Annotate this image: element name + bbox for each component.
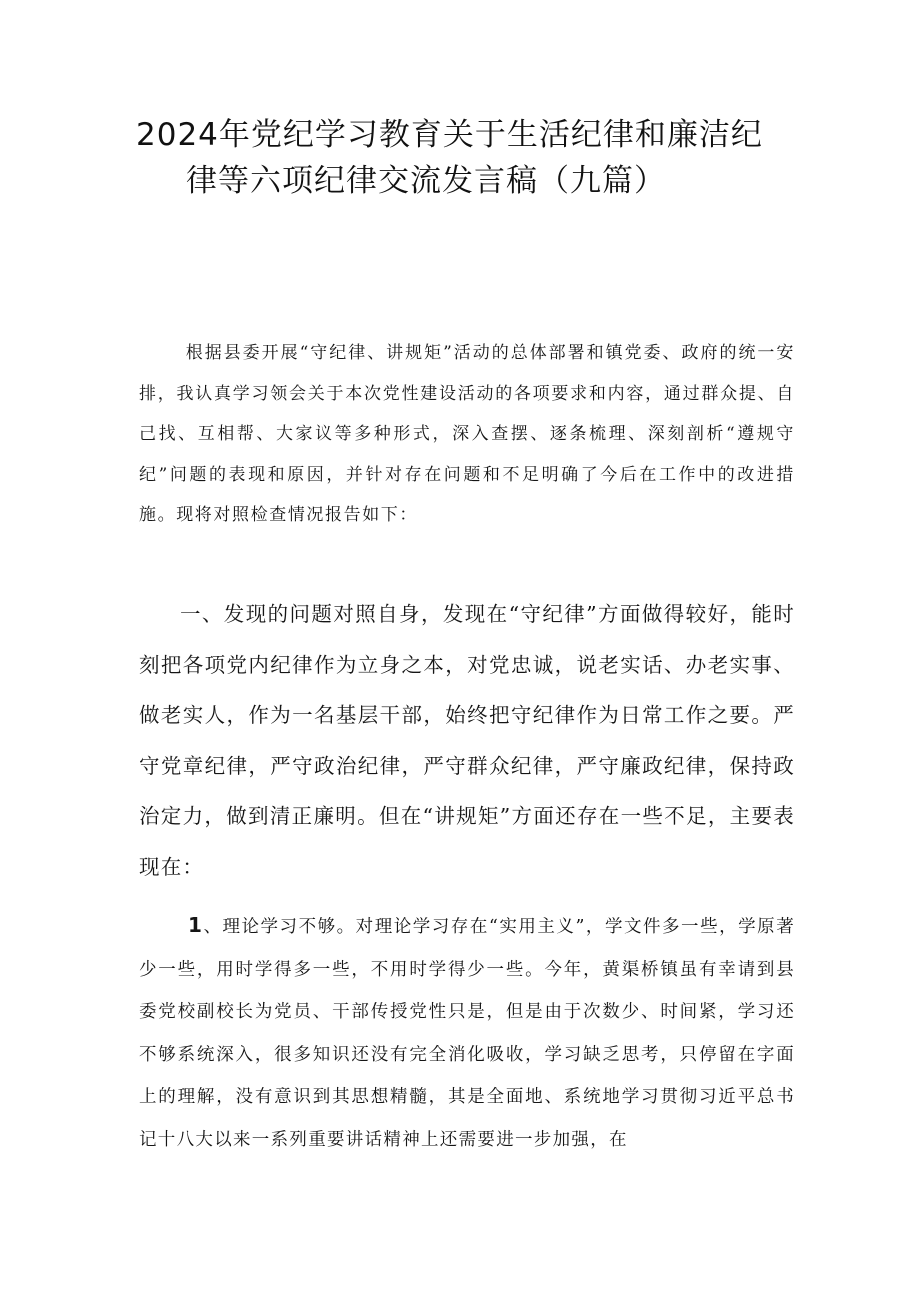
intro-paragraph: 根据县委开展“守纪律、讲规矩”活动的总体部署和镇党委、政府的统一安排，我认真学习领会关于本次党性建设活动的各项要求和内容，通过群众提、自己找、互相帮、大家议等多种形式，深入查摆、逐条梳理、深刻剖析“遵规守纪”问题的表现和原因，并针对存在问题和不足明确了今后在工作中的改进措施。现将对照检查情况报告如下： (139, 343, 795, 525)
item-one-text: 、理论学习不够。对理论学习存在“实用主义”，学文件多一些，学原著少一些，用时学得多一些，不用时学得少一些。今年，黄渠桥镇虽有幸请到县委党校副校长为党员、干部传授党性只是，但是由于次数少、时间紧，学习还不够系统深入，很多知识还没有完全消化吸收，学习缺乏思考，只停留在字面上的理解，没有意识到其思想精髓，其是全面地、系统地学习贯彻习近平总书记十八大以来一系列重要讲话精神上还需要进一步加强，在 (139, 917, 795, 1150)
document-title (120, 112, 810, 204)
section-one-paragraph: 一、发现的问题对照自身，发现在“守纪律”方面做得较好，能时刻把各项党内纪律作为立身之本，对党忠诚，说老实话、办老实事、做老实人，作为一名基层干部，始终把守纪律作为日常工作之要。严守党章纪律，严守政治纪律，严守群众纪律，严守廉政纪律，保持政治定力，做到清正廉明。但在“讲规矩”方面还存在一些不足，主要表现在： (139, 602, 795, 879)
title-line-1: 2024年党纪学习教育关于生活纪律和廉洁纪 (136, 117, 763, 153)
item-number: 1 (188, 913, 204, 937)
item-one-paragraph (139, 904, 795, 1161)
title-line-2: 律等六项纪律交流发言稿（九篇） (186, 163, 666, 199)
